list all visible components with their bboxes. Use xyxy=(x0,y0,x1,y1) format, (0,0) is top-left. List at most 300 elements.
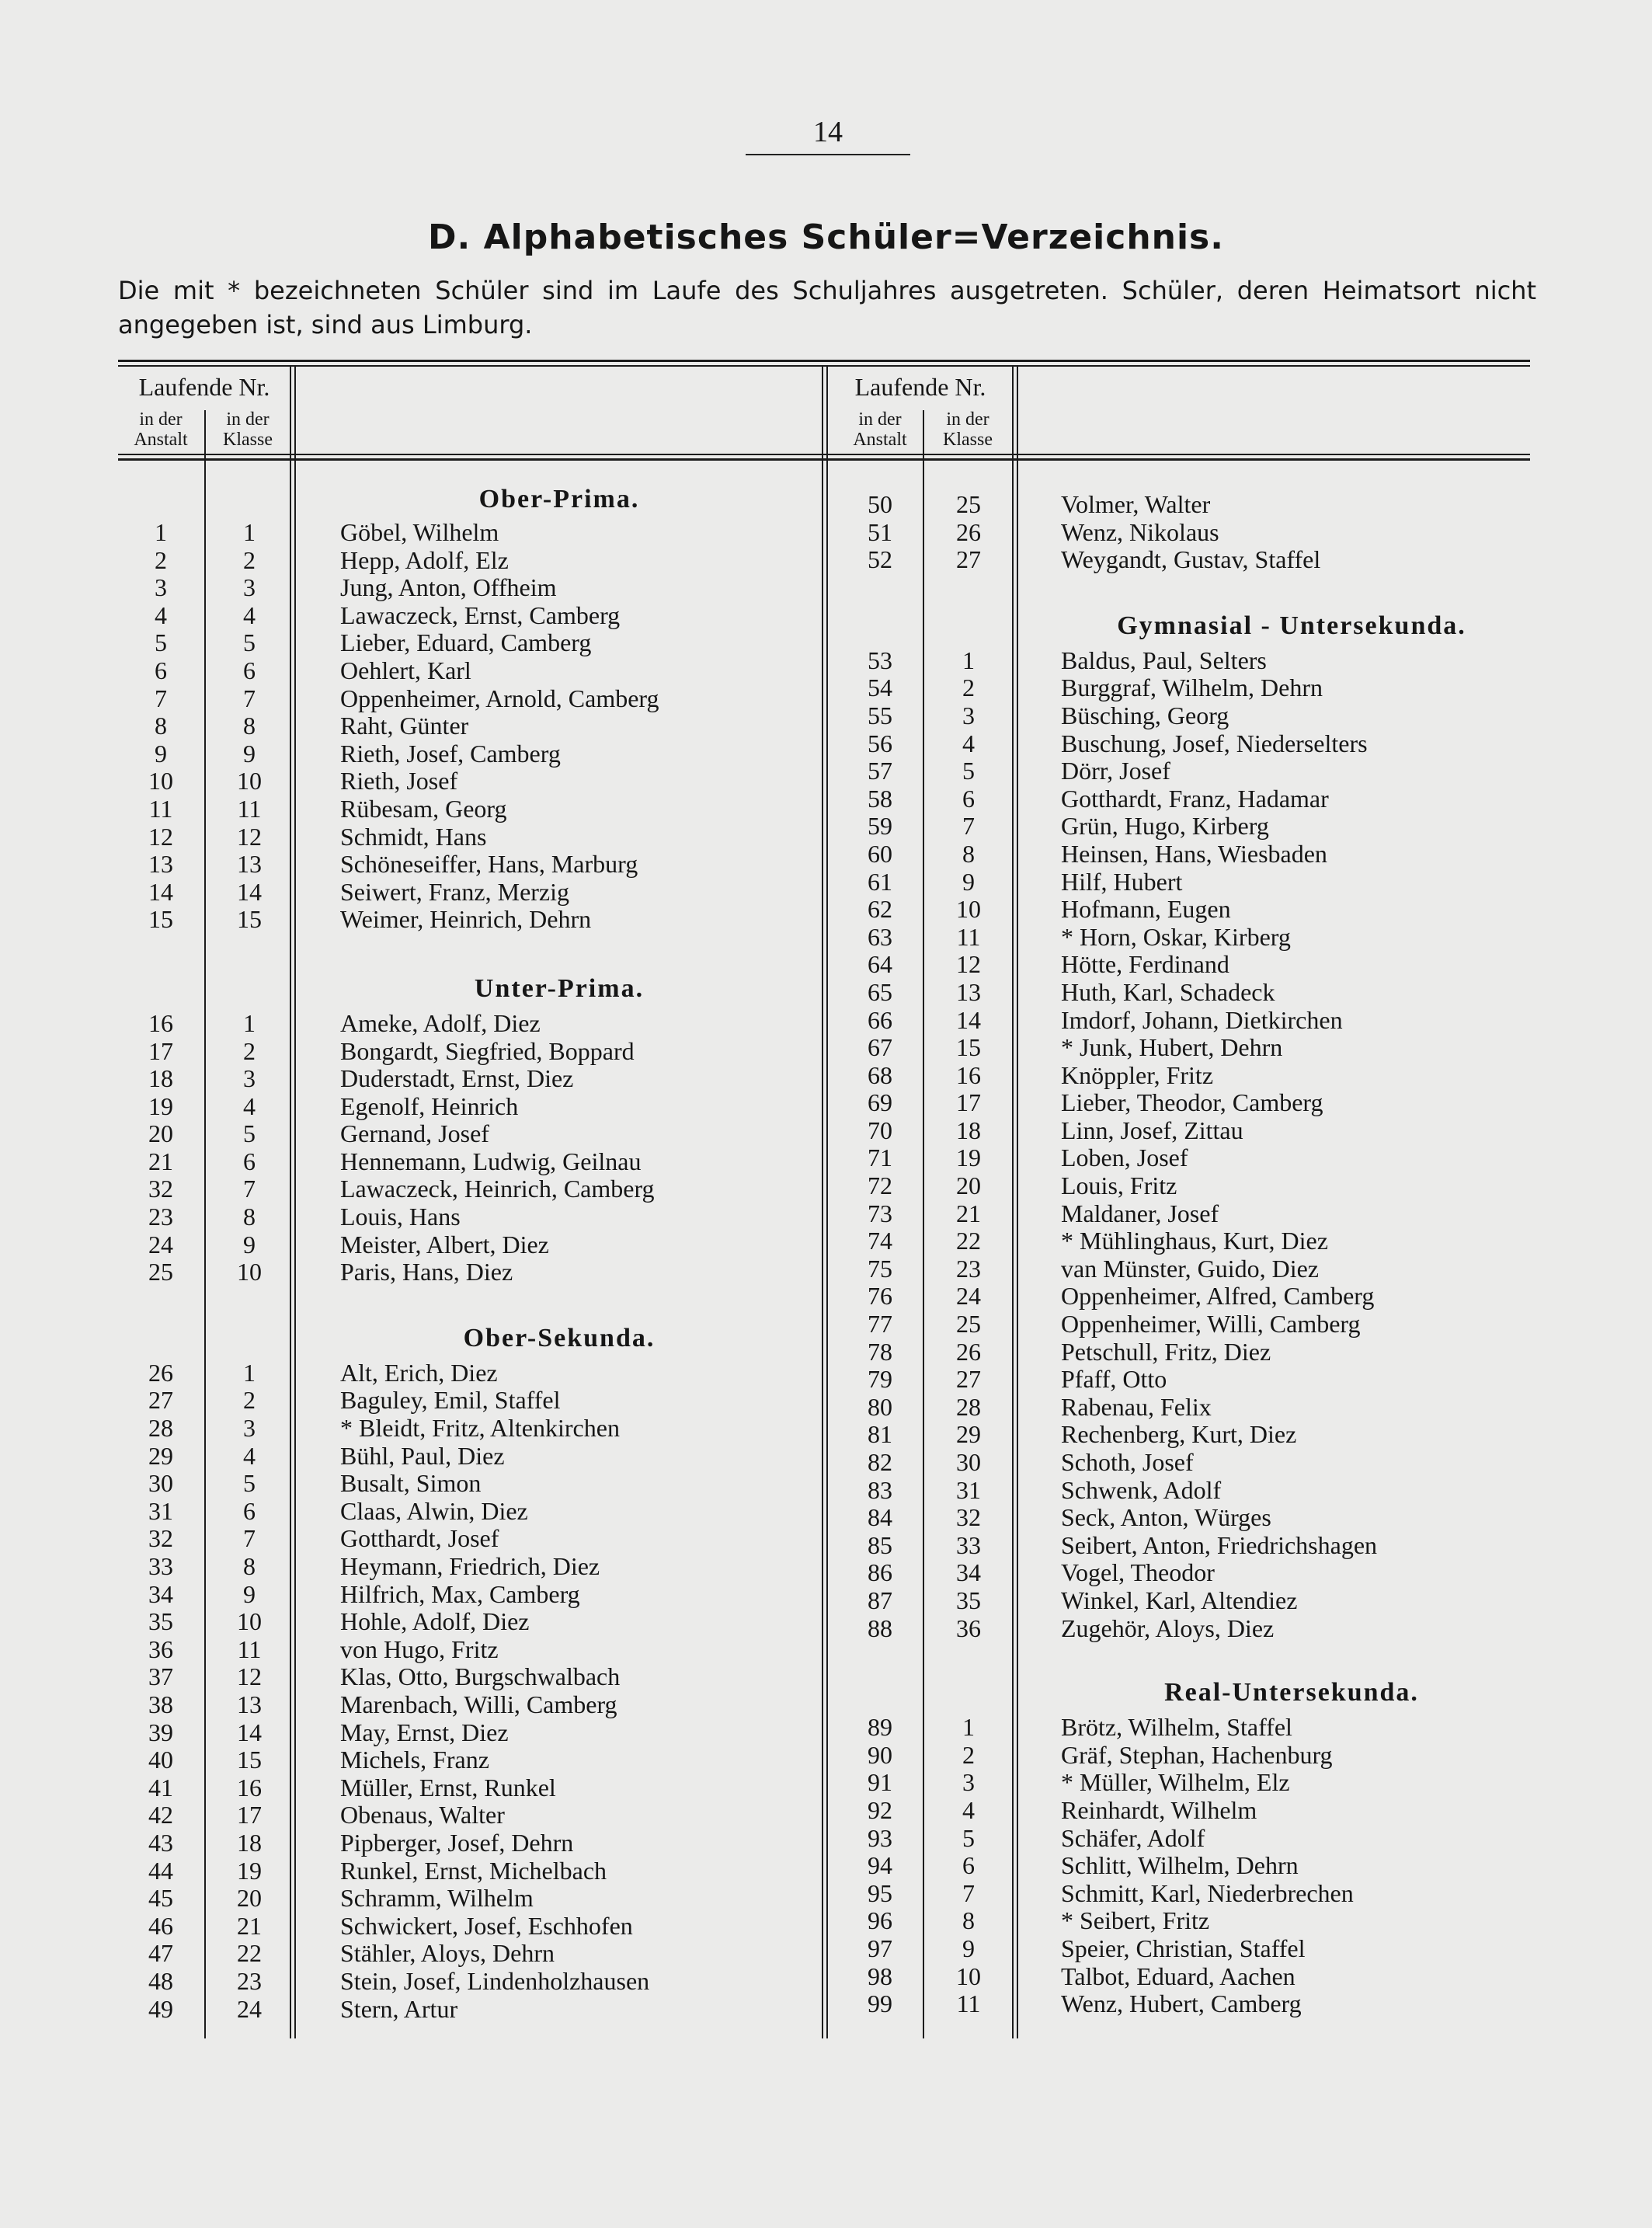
anstalt-number: 21 xyxy=(148,1147,173,1175)
student-name: Stern, Artur xyxy=(340,1994,458,2023)
anstalt-number: 9 xyxy=(155,739,167,768)
table-row xyxy=(837,1007,1536,1035)
middle-divider-1 xyxy=(822,367,823,2038)
anstalt-number: 70 xyxy=(868,1116,892,1144)
student-name: Burggraf, Wilhelm, Dehrn xyxy=(1061,674,1323,702)
table-row xyxy=(837,702,1536,730)
student-name: Rübesam, Georg xyxy=(340,794,507,823)
klasse-number: 11 xyxy=(956,1990,981,2018)
klasse-number: 17 xyxy=(237,1801,262,1829)
klasse-number: 1 xyxy=(243,518,256,546)
student-name: Oppenheimer, Alfred, Camberg xyxy=(1061,1282,1375,1311)
student-name: Baldus, Paul, Selters xyxy=(1061,646,1267,674)
anstalt-number: 53 xyxy=(868,646,892,674)
table-row xyxy=(837,841,1536,869)
student-name: Michels, Franz xyxy=(340,1746,489,1774)
klasse-number: 4 xyxy=(962,1795,975,1824)
table-row xyxy=(118,768,822,795)
student-name: Weimer, Heinrich, Dehrn xyxy=(340,905,592,934)
student-name: Oppenheimer, Arnold, Camberg xyxy=(340,684,659,712)
student-name: Weygandt, Gustav, Staffel xyxy=(1061,545,1321,574)
anstalt-number: 81 xyxy=(868,1420,892,1449)
klasse-number: 6 xyxy=(962,784,975,813)
klasse-number: 2 xyxy=(962,674,975,702)
klasse-number: 35 xyxy=(956,1586,981,1614)
klasse-number: 1 xyxy=(962,1713,975,1742)
klasse-number: 19 xyxy=(237,1856,262,1885)
student-name: Grün, Hugo, Kirberg xyxy=(1061,812,1269,841)
anstalt-number: 89 xyxy=(868,1713,892,1742)
student-name: Schwenk, Adolf xyxy=(1061,1475,1222,1504)
student-name: Marenbach, Willi, Camberg xyxy=(340,1690,617,1718)
section-heading-row xyxy=(118,968,822,1010)
anstalt-number: 13 xyxy=(148,850,173,879)
student-name: * Mühlinghaus, Kurt, Diez xyxy=(1061,1227,1328,1255)
anstalt-number: 7 xyxy=(155,684,167,712)
table-row xyxy=(837,491,1536,519)
student-name: Lieber, Theodor, Camberg xyxy=(1061,1088,1323,1117)
student-name: Hepp, Adolf, Elz xyxy=(340,545,509,574)
table-row xyxy=(118,1415,822,1443)
student-name: Schmitt, Karl, Niederbrechen xyxy=(1061,1878,1354,1907)
table-row xyxy=(118,1148,822,1176)
klasse-number: 13 xyxy=(237,1690,262,1718)
klasse-number: 12 xyxy=(956,950,981,979)
table-row xyxy=(837,1714,1536,1742)
klasse-number: 3 xyxy=(243,1414,256,1443)
student-name: Schäfer, Adolf xyxy=(1061,1823,1205,1852)
klasse-number: 21 xyxy=(956,1199,981,1227)
student-name: Ameke, Adolf, Diez xyxy=(340,1008,541,1037)
student-name: Gernand, Josef xyxy=(340,1119,489,1148)
klasse-number: 21 xyxy=(237,1911,262,1940)
klasse-number: 4 xyxy=(243,1091,256,1120)
header-anstalt-left-2: Anstalt xyxy=(134,430,188,450)
student-name: Bongardt, Siegfried, Boppard xyxy=(340,1036,635,1065)
student-name: von Hugo, Fritz xyxy=(340,1634,499,1663)
table-row xyxy=(118,685,822,713)
table-row xyxy=(118,657,822,685)
klasse-number: 13 xyxy=(237,850,262,879)
student-name: Zugehör, Aloys, Diez xyxy=(1061,1614,1275,1642)
student-name: Dörr, Josef xyxy=(1061,757,1170,785)
klasse-number: 5 xyxy=(243,1469,256,1498)
table-row xyxy=(118,851,822,879)
klasse-number: 8 xyxy=(962,1906,975,1935)
anstalt-number: 48 xyxy=(148,1966,173,1995)
klasse-number: 33 xyxy=(956,1530,981,1559)
anstalt-number: 80 xyxy=(868,1392,892,1421)
table-row xyxy=(118,1010,822,1038)
anstalt-number: 32 xyxy=(148,1175,173,1203)
anstalt-number: 52 xyxy=(868,545,892,574)
student-name: Duderstadt, Ernst, Diez xyxy=(340,1064,574,1093)
anstalt-number: 95 xyxy=(868,1878,892,1907)
top-rule-double-2 xyxy=(118,365,1530,367)
student-name: Huth, Karl, Schadeck xyxy=(1061,977,1275,1006)
student-name: Schlitt, Wilhelm, Dehrn xyxy=(1061,1851,1299,1880)
klasse-number: 6 xyxy=(243,1496,256,1525)
klasse-number: 7 xyxy=(243,684,256,712)
table-row xyxy=(118,1996,822,2024)
klasse-number: 12 xyxy=(237,822,262,851)
anstalt-number: 61 xyxy=(868,867,892,896)
klasse-number: 19 xyxy=(956,1144,981,1172)
student-name: Schöneseiffer, Hans, Marburg xyxy=(340,850,638,879)
anstalt-number: 78 xyxy=(868,1337,892,1366)
klasse-number: 9 xyxy=(962,1934,975,1962)
anstalt-number: 37 xyxy=(148,1662,173,1691)
header-klasse-left-1: in der xyxy=(226,409,270,430)
anstalt-number: 3 xyxy=(155,573,167,602)
header-anstalt-right-1: in der xyxy=(858,409,902,430)
klasse-number: 15 xyxy=(956,1033,981,1062)
student-name: * Horn, Oskar, Kirberg xyxy=(1061,922,1291,951)
table-row xyxy=(118,1746,822,1774)
page-number: 14 xyxy=(746,115,910,155)
klasse-number: 13 xyxy=(956,977,981,1006)
student-name: Buschung, Josef, Niederselters xyxy=(1061,729,1368,757)
table-row xyxy=(118,1829,822,1857)
student-name: van Münster, Guido, Diez xyxy=(1061,1254,1319,1283)
klasse-number: 3 xyxy=(243,1064,256,1093)
table-row xyxy=(837,785,1536,813)
student-name: Jung, Anton, Offheim xyxy=(340,573,557,602)
anstalt-number: 39 xyxy=(148,1718,173,1746)
klasse-number: 11 xyxy=(956,922,981,951)
anstalt-number: 57 xyxy=(868,757,892,785)
anstalt-number: 36 xyxy=(148,1634,173,1663)
table-row xyxy=(118,1525,822,1553)
table-row xyxy=(837,869,1536,896)
table-row xyxy=(118,1581,822,1609)
anstalt-number: 27 xyxy=(148,1386,173,1415)
spacer xyxy=(837,480,1536,491)
anstalt-number: 29 xyxy=(148,1441,173,1470)
table-row xyxy=(837,1062,1536,1090)
anstalt-number: 31 xyxy=(148,1496,173,1525)
table-row xyxy=(118,1636,822,1664)
section-heading-row xyxy=(118,1318,822,1359)
table-row xyxy=(118,823,822,851)
klasse-number: 27 xyxy=(956,1365,981,1394)
klasse-number: 3 xyxy=(962,1768,975,1797)
anstalt-number: 58 xyxy=(868,784,892,813)
anstalt-number: 55 xyxy=(868,701,892,729)
table-row xyxy=(837,1963,1536,1991)
section-title: Gymnasial - Untersekunda. xyxy=(1117,611,1466,640)
anstalt-number: 82 xyxy=(868,1448,892,1476)
anstalt-number: 68 xyxy=(868,1060,892,1089)
anstalt-number: 28 xyxy=(148,1414,173,1443)
student-name: Pipberger, Josef, Dehrn xyxy=(340,1828,574,1857)
anstalt-number: 77 xyxy=(868,1310,892,1339)
student-name: * Müller, Wilhelm, Elz xyxy=(1061,1768,1290,1797)
student-name: Hofmann, Eugen xyxy=(1061,895,1231,924)
anstalt-number: 15 xyxy=(148,905,173,934)
table-row xyxy=(837,730,1536,758)
table-row xyxy=(118,1443,822,1471)
student-name: * Seibert, Fritz xyxy=(1061,1906,1210,1935)
table-row xyxy=(118,1093,822,1121)
klasse-number: 16 xyxy=(956,1060,981,1089)
table-row xyxy=(118,1470,822,1498)
student-name: Heinsen, Hans, Wiesbaden xyxy=(1061,839,1327,868)
student-name: Göbel, Wilhelm xyxy=(340,518,499,546)
student-name: Schoth, Josef xyxy=(1061,1448,1194,1476)
klasse-number: 15 xyxy=(237,1746,262,1774)
table-row xyxy=(837,1825,1536,1853)
anstalt-number: 96 xyxy=(868,1906,892,1935)
student-name: Louis, Hans xyxy=(340,1203,461,1231)
klasse-number: 6 xyxy=(962,1851,975,1880)
section-heading-row xyxy=(837,605,1536,647)
table-row xyxy=(837,1615,1536,1643)
anstalt-number: 83 xyxy=(868,1475,892,1504)
klasse-number: 1 xyxy=(243,1008,256,1037)
table-row xyxy=(837,1880,1536,1908)
student-name: Vogel, Theodor xyxy=(1061,1558,1215,1587)
table-row xyxy=(837,1907,1536,1935)
student-name: Gotthardt, Josef xyxy=(340,1524,499,1553)
header-rule-1 xyxy=(118,454,1530,455)
student-name: Loben, Josef xyxy=(1061,1144,1188,1172)
right-student-list xyxy=(837,480,1536,2018)
klasse-number: 36 xyxy=(956,1614,981,1642)
table-row xyxy=(118,1885,822,1913)
klasse-number: 10 xyxy=(956,1962,981,1990)
table-row xyxy=(118,1608,822,1636)
table-row xyxy=(837,1852,1536,1880)
klasse-number: 8 xyxy=(962,839,975,868)
table-row xyxy=(118,602,822,630)
anstalt-number: 25 xyxy=(148,1258,173,1286)
klasse-number: 25 xyxy=(956,1310,981,1339)
student-name: Raht, Günter xyxy=(340,712,469,740)
anstalt-number: 86 xyxy=(868,1558,892,1587)
student-name: Hohle, Adolf, Diez xyxy=(340,1607,530,1636)
table-row xyxy=(118,1802,822,1829)
table-row xyxy=(837,1477,1536,1505)
student-name: Claas, Alwin, Diez xyxy=(340,1496,528,1525)
anstalt-number: 23 xyxy=(148,1203,173,1231)
anstalt-number: 62 xyxy=(868,895,892,924)
klasse-number: 2 xyxy=(243,1386,256,1415)
anstalt-number: 71 xyxy=(868,1144,892,1172)
anstalt-number: 46 xyxy=(148,1911,173,1940)
table-row xyxy=(837,1742,1536,1770)
klasse-number: 4 xyxy=(243,1441,256,1470)
anstalt-number: 79 xyxy=(868,1365,892,1394)
section-title: Ober-Sekunda. xyxy=(463,1323,656,1352)
anstalt-number: 92 xyxy=(868,1795,892,1824)
table-row xyxy=(118,712,822,740)
table-row xyxy=(118,1719,822,1747)
student-name: Louis, Fritz xyxy=(1061,1171,1177,1200)
anstalt-number: 93 xyxy=(868,1823,892,1852)
table-row xyxy=(118,1857,822,1885)
anstalt-number: 94 xyxy=(868,1851,892,1880)
anstalt-number: 88 xyxy=(868,1614,892,1642)
klasse-number: 14 xyxy=(237,1718,262,1746)
student-name: Wenz, Hubert, Camberg xyxy=(1061,1990,1302,2018)
table-row xyxy=(837,674,1536,702)
student-name: Hötte, Ferdinand xyxy=(1061,950,1229,979)
anstalt-number: 87 xyxy=(868,1586,892,1614)
anstalt-number: 38 xyxy=(148,1690,173,1718)
klasse-number: 4 xyxy=(962,729,975,757)
anstalt-number: 1 xyxy=(155,518,167,546)
klasse-number: 3 xyxy=(962,701,975,729)
klasse-number: 10 xyxy=(237,767,262,795)
anstalt-number: 12 xyxy=(148,822,173,851)
anstalt-number: 56 xyxy=(868,729,892,757)
student-name: Seibert, Anton, Friedrichshagen xyxy=(1061,1530,1378,1559)
klasse-number: 24 xyxy=(956,1282,981,1311)
student-name: Rabenau, Felix xyxy=(1061,1392,1212,1421)
student-name: Oehlert, Karl xyxy=(340,656,471,684)
anstalt-number: 10 xyxy=(148,767,173,795)
student-name: Büsching, Georg xyxy=(1061,701,1229,729)
klasse-number: 5 xyxy=(962,757,975,785)
table-row xyxy=(837,1172,1536,1200)
student-name: Hennemann, Ludwig, Geilnau xyxy=(340,1147,642,1175)
klasse-number: 5 xyxy=(243,1119,256,1148)
student-name: Petschull, Fritz, Diez xyxy=(1061,1337,1271,1366)
klasse-number: 23 xyxy=(956,1254,981,1283)
klasse-number: 8 xyxy=(243,1203,256,1231)
table-row xyxy=(118,740,822,768)
klasse-number: 7 xyxy=(962,1878,975,1907)
student-name: Hilfrich, Max, Camberg xyxy=(340,1579,580,1608)
anstalt-number: 47 xyxy=(148,1939,173,1968)
student-name: Stein, Josef, Lindenholzhausen xyxy=(340,1966,650,1995)
table-row xyxy=(837,1339,1536,1366)
anstalt-number: 74 xyxy=(868,1227,892,1255)
klasse-number: 4 xyxy=(243,601,256,629)
table-row xyxy=(837,1144,1536,1172)
anstalt-number: 65 xyxy=(868,977,892,1006)
klasse-number: 14 xyxy=(956,1005,981,1034)
student-name: Lawaczeck, Ernst, Camberg xyxy=(340,601,621,629)
section-heading-row xyxy=(118,480,822,519)
anstalt-number: 45 xyxy=(148,1884,173,1913)
klasse-number: 7 xyxy=(243,1175,256,1203)
table-row xyxy=(118,1968,822,1996)
student-name: Pfaff, Otto xyxy=(1061,1365,1167,1394)
klasse-number: 25 xyxy=(956,490,981,518)
anstalt-number: 17 xyxy=(148,1036,173,1065)
klasse-number: 22 xyxy=(237,1939,262,1968)
header-klasse-right-2: Klasse xyxy=(943,430,993,450)
student-name: Seck, Anton, Würges xyxy=(1061,1503,1271,1532)
table-row xyxy=(118,1691,822,1719)
header-anstalt-right-2: Anstalt xyxy=(853,430,907,450)
table-row xyxy=(837,979,1536,1007)
anstalt-number: 60 xyxy=(868,839,892,868)
klasse-number: 31 xyxy=(956,1475,981,1504)
anstalt-number: 63 xyxy=(868,922,892,951)
table-row xyxy=(837,896,1536,924)
anstalt-number: 72 xyxy=(868,1171,892,1200)
anstalt-number: 19 xyxy=(148,1091,173,1120)
anstalt-number: 5 xyxy=(155,628,167,657)
anstalt-number: 6 xyxy=(155,656,167,684)
anstalt-number: 34 xyxy=(148,1579,173,1608)
table-row xyxy=(118,1553,822,1581)
student-name: Müller, Ernst, Runkel xyxy=(340,1773,556,1802)
header-laufende-right: Laufende Nr. xyxy=(854,373,986,401)
student-name: Schmidt, Hans xyxy=(340,822,487,851)
klasse-number: 8 xyxy=(243,712,256,740)
student-name: Maldaner, Josef xyxy=(1061,1199,1219,1227)
student-name: Egenolf, Heinrich xyxy=(340,1091,519,1120)
anstalt-number: 69 xyxy=(868,1088,892,1117)
top-rule-double-1 xyxy=(118,360,1530,362)
student-name: Stähler, Aloys, Dehrn xyxy=(340,1939,555,1968)
klasse-number: 9 xyxy=(243,1230,256,1258)
table-row xyxy=(837,1532,1536,1560)
klasse-number: 5 xyxy=(962,1823,975,1852)
klasse-number: 15 xyxy=(237,905,262,934)
table-row xyxy=(837,1504,1536,1532)
table-row xyxy=(118,574,822,602)
table-row xyxy=(837,647,1536,675)
anstalt-number: 91 xyxy=(868,1768,892,1797)
student-name: Klas, Otto, Burgschwalbach xyxy=(340,1662,621,1691)
table-row xyxy=(118,1663,822,1691)
table-row xyxy=(118,1774,822,1802)
student-name: Oppenheimer, Willi, Camberg xyxy=(1061,1310,1361,1339)
klasse-number: 22 xyxy=(956,1227,981,1255)
table-row xyxy=(837,1311,1536,1339)
klasse-number: 16 xyxy=(237,1773,262,1802)
student-name: Volmer, Walter xyxy=(1061,490,1211,518)
anstalt-number: 24 xyxy=(148,1230,173,1258)
table-row xyxy=(837,951,1536,979)
page-title: D. Alphabetisches Schüler=Verzeichnis. xyxy=(428,218,1224,257)
anstalt-number: 35 xyxy=(148,1607,173,1636)
section-title: Ober-Prima. xyxy=(478,485,640,513)
student-name: Lieber, Eduard, Camberg xyxy=(340,628,592,657)
student-name: Reinhardt, Wilhelm xyxy=(1061,1795,1257,1824)
klasse-number: 8 xyxy=(243,1552,256,1580)
left-student-list xyxy=(118,480,822,2023)
table-row xyxy=(118,1038,822,1066)
klasse-number: 2 xyxy=(962,1740,975,1769)
student-name: Imdorf, Johann, Dietkirchen xyxy=(1061,1005,1343,1034)
student-name: Hilf, Hubert xyxy=(1061,867,1183,896)
anstalt-number: 32 xyxy=(148,1524,173,1553)
header-anstalt-left-1: in der xyxy=(139,409,183,430)
klasse-number: 24 xyxy=(237,1994,262,2023)
student-name: Alt, Erich, Diez xyxy=(340,1358,498,1387)
klasse-number: 12 xyxy=(237,1662,262,1691)
klasse-number: 10 xyxy=(956,895,981,924)
anstalt-number: 4 xyxy=(155,601,167,629)
klasse-number: 32 xyxy=(956,1503,981,1532)
klasse-number: 23 xyxy=(237,1966,262,1995)
table-row xyxy=(837,1117,1536,1145)
table-row xyxy=(837,1255,1536,1283)
table-row xyxy=(118,1203,822,1231)
klasse-number: 5 xyxy=(243,628,256,657)
klasse-number: 20 xyxy=(237,1884,262,1913)
klasse-number: 18 xyxy=(237,1828,262,1857)
table-row xyxy=(837,1366,1536,1394)
section-title: Unter-Prima. xyxy=(474,973,645,1003)
table-row xyxy=(837,813,1536,841)
